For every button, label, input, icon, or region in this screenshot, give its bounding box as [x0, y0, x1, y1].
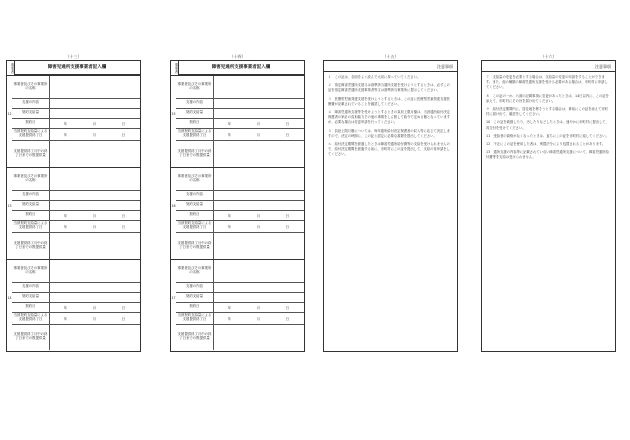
row-end-date: 当該契約支給量による支援提供終了日 年 月 日	[176, 220, 304, 233]
notes-body	[486, 75, 611, 164]
notes-page-16	[481, 54, 616, 354]
row-contract-amount: 契約支給量	[176, 292, 304, 303]
table-title: 障害児通所支援事業者記入欄	[14, 61, 140, 75]
notes-box	[323, 60, 458, 352]
note-paragraph: ９ 給付決定期間内に、居住地を移そうとする場合は、事前にこの証を添えて市町村に届け出て、確認をしてください。	[486, 107, 608, 117]
note-paragraph: ２ 指定障害児通所支援又は基準該当通所支援を受けようとするときは、必ずこの証を指定障害児通所支援事業者等又は基準該当事業所に提示してください。	[328, 83, 450, 93]
entry-index: 14	[7, 296, 12, 300]
page-number: （十六）	[540, 54, 557, 59]
table-title: 障害児通所支援事業者記入欄	[178, 61, 304, 75]
record-page-14	[170, 54, 305, 354]
entry-block	[7, 167, 140, 260]
entry-block	[171, 259, 304, 352]
note-paragraph: 13 通所支援の内容等に記載されていない障害児通所支援について、障害児通所給付費等を支給は受けられません。	[486, 150, 609, 160]
row-contract-amount: 契約支給量	[176, 200, 304, 211]
notes-page-15	[323, 54, 458, 354]
side-label: 事業者	[6, 60, 15, 76]
row-name: 事業者及びその事業所の名称	[12, 168, 140, 191]
row-name: 事業者及びその事業所の名称	[12, 76, 140, 99]
row-end-date: 当該契約支給量による支援提供終了日 年 月 日	[176, 128, 304, 141]
note-paragraph: ５ 負担上限月額については、毎年通所給付決定保護者の収入等に応じて決定しますので、決定の時期に、この証と認定に必要な書類を提出してください。	[328, 128, 450, 138]
row-service: 支援の内容	[12, 98, 140, 109]
row-contract-date: 契約日 年 月 日	[12, 302, 140, 313]
row-end-amount: 支援提供終了月中の終了日までの既提供量	[12, 232, 140, 260]
entry-block	[171, 75, 304, 168]
row-contract-date: 契約日 年 月 日	[12, 210, 140, 221]
row-end-amount: 支援提供終了月中の終了日までの既提供量	[12, 324, 140, 350]
row-service: 支援の内容	[12, 282, 140, 293]
entry-index: 15	[171, 112, 176, 116]
row-name: 事業者及びその事業所の名称	[12, 260, 140, 283]
row-name: 事業者及びその事業所の名称	[176, 168, 304, 191]
entry-index: 13	[7, 204, 12, 208]
entry-block	[171, 167, 304, 260]
row-service: 支援の内容	[176, 282, 304, 293]
page-number: （十四）	[229, 54, 246, 59]
provider-table	[6, 60, 141, 352]
row-contract-date: 契約日 年 月 日	[176, 210, 304, 221]
note-paragraph: ４ 障害児通所支援等を受けようとするときの負担上限月額は、当該通所給付決定保護者の家計の負担能力その他の事情をしん酌して政令で定める額となっていますが、必要な場合は変更申請を行ってください。	[328, 110, 450, 125]
row-contract-date: 契約日 年 月 日	[176, 118, 304, 129]
note-paragraph: ３ 医療型児童発達支援を受けようとするときは、この証に医療型児童発達支援医療費が記載されていることを確認してください。	[328, 96, 450, 106]
row-contract-amount: 契約支給量	[176, 108, 304, 119]
note-paragraph: ８ この証の一か、六面の記載事項に変更があったときは、14日以内に、この証を添えて、市町村にその旨を届け出てください。	[486, 93, 609, 103]
page-number: （十五）	[382, 54, 399, 59]
note-paragraph: 12 不正にこの証を使用した者は、刑罰法令により処罰されることがあります。	[486, 142, 606, 147]
row-end-date: 当該契約支給量による支援提供終了日 年 月 日	[12, 312, 140, 325]
notes-body	[328, 75, 453, 161]
notes-box	[481, 60, 616, 352]
row-contract-amount: 契約支給量	[12, 200, 140, 211]
note-paragraph: ６ 給付決定期間を経過したときは障害児通所給付費等の支給を受けられませんので、給付決定期間を経過する前に、市町村にこの証を提出して、支給の再申請をしてください。	[328, 142, 450, 157]
page-number: （十三）	[65, 54, 82, 59]
row-name: 事業者及びその事業所の名称	[176, 260, 304, 283]
note-paragraph: 11 受給者の資格がなくなったときは、直ちにこの証を市町村に返してください。	[486, 133, 609, 138]
note-paragraph: １ この証は、各面をよく読んで大切に持っていてください。	[328, 75, 421, 79]
entry-index: 16	[171, 204, 176, 208]
row-end-amount: 支援提供終了月中の終了日までの既提供量	[176, 232, 304, 260]
row-contract-date: 契約日 年 月 日	[12, 118, 140, 129]
row-end-date: 当該契約支給量による支援提供終了日 年 月 日	[176, 312, 304, 325]
entry-block	[7, 75, 140, 168]
row-contract-date: 契約日 年 月 日	[176, 302, 304, 313]
row-name: 事業者及びその事業所の名称	[176, 76, 304, 99]
notes-header: 注意事項	[324, 61, 457, 72]
row-end-date: 当該契約支給量による支援提供終了日 年 月 日	[12, 220, 140, 233]
entry-index: 12	[7, 112, 12, 116]
row-end-amount: 支援提供終了月中の終了日までの既提供量	[176, 324, 304, 350]
row-service: 支援の内容	[176, 190, 304, 201]
notes-header: 注意事項	[482, 61, 615, 72]
entry-block	[7, 259, 140, 352]
row-end-amount: 支援提供終了月中の終了日までの既提供量	[12, 140, 140, 168]
note-paragraph: 10 この証を破損したり、汚したりなどしたときは、速やかに市町村に提出して、再交付を受けてください。	[486, 120, 609, 130]
side-label: 事業者	[170, 60, 179, 76]
row-end-amount: 支援提供終了月中の終了日までの既提供量	[176, 140, 304, 168]
note-paragraph: ７ 支給量の変更を必要とする場合は、支給量の変更の申請をすることができます。また、他の種類の障害児通所支援を受ける必要がある場合は、市町村に申請してください。	[486, 75, 608, 90]
row-service: 支援の内容	[12, 190, 140, 201]
row-contract-amount: 契約支給量	[12, 108, 140, 119]
record-page-13	[6, 54, 141, 354]
row-contract-amount: 契約支給量	[12, 292, 140, 303]
provider-table	[170, 60, 305, 352]
row-service: 支援の内容	[176, 98, 304, 109]
row-end-date: 当該契約支給量による支援提供終了日 年 月 日	[12, 128, 140, 141]
entry-index: 17	[171, 296, 176, 300]
